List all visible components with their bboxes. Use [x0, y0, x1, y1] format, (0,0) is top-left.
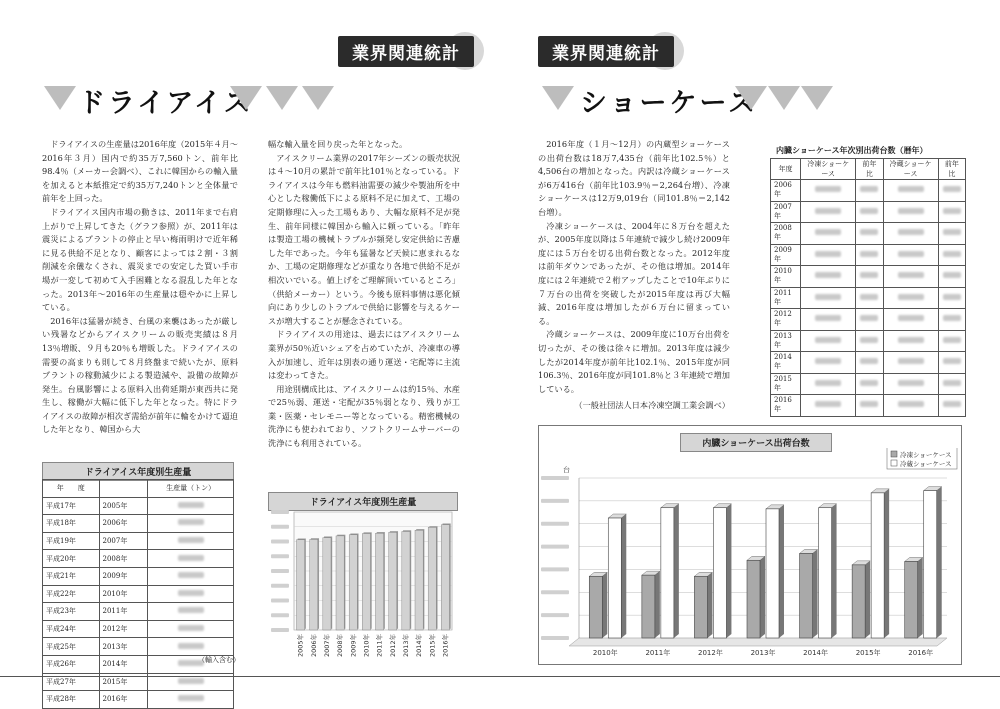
table-cell-redacted [801, 180, 856, 202]
table-cell-redacted [801, 201, 856, 223]
table-cell-redacted [856, 201, 883, 223]
table-header-cell: 冷蔵ショーケース [883, 159, 938, 180]
bar [349, 535, 357, 630]
tick-label-redacted [271, 540, 289, 544]
bar [661, 508, 674, 638]
triangle-decoration [266, 86, 298, 110]
table-header-cell: 冷凍ショーケース [801, 159, 856, 180]
table-row [771, 352, 966, 374]
legend-label: 冷凍ショーケース [900, 451, 952, 459]
table-row [43, 603, 234, 621]
bar [608, 518, 621, 638]
bar [713, 508, 726, 638]
table-cell-heisei: 平成17年 [43, 497, 100, 515]
bar [819, 508, 832, 638]
table-row [771, 309, 966, 331]
x-tick-label: 2007年 [322, 634, 331, 658]
bar [402, 531, 410, 630]
bar-side [655, 571, 660, 638]
table-cell-year: 2006年 [99, 515, 148, 533]
table-cell-heisei: 平成27年 [43, 673, 100, 691]
left-section-label: 業界関連統計 [338, 36, 474, 67]
table-cell-redacted [148, 567, 234, 585]
table-cell-year: 2008年 [99, 550, 148, 568]
left-section-ribbon [338, 32, 484, 70]
table-row [43, 638, 234, 656]
table-cell-redacted [938, 373, 965, 395]
table-cell-redacted [883, 395, 938, 417]
triangle-decoration [44, 86, 76, 110]
table-row [771, 223, 966, 245]
table-header-cell: 前年比 [856, 159, 883, 180]
table-cell-redacted [148, 497, 234, 515]
table-cell-redacted [856, 395, 883, 417]
bar [441, 525, 449, 630]
table-cell-redacted [801, 395, 856, 417]
x-tick-label: 2013年 [401, 634, 410, 658]
table-cell-redacted [801, 309, 856, 331]
x-tick-label: 2015年 [428, 634, 437, 658]
table-cell-year: 2012年 [99, 620, 148, 638]
tick-label-redacted [271, 510, 289, 514]
bar [297, 540, 305, 630]
table-cell-year: 2008年 [771, 223, 801, 245]
table-cell-year: 2005年 [99, 497, 148, 515]
x-tick-label: 2016年 [441, 634, 450, 658]
showcase-shipment-chart [539, 448, 959, 662]
tick-label-redacted [271, 628, 289, 632]
table-cell-redacted [938, 201, 965, 223]
table-cell-redacted [883, 330, 938, 352]
x-tick-label: 2013年 [750, 649, 776, 657]
table-cell-redacted [801, 330, 856, 352]
table-row [43, 532, 234, 550]
bar [589, 576, 602, 638]
tick-label-redacted [271, 569, 289, 573]
table-row [43, 691, 234, 709]
triangle-decoration [302, 86, 334, 110]
tick-label-redacted [271, 554, 289, 558]
bar [415, 530, 423, 630]
article-paragraph: ドライアイスの用途は、過去にはアイスクリーム業界が50％近いシェアを占めていたが、冷凍車の導入が加速し、近年は別表の通り運送・宅配等に主流は変わってきた。 [268, 329, 460, 381]
table-cell-year: 2007年 [771, 201, 801, 223]
article-paragraph: 冷蔵ショーケースは、2009年度に10万台出荷を切ったが、その後は徐々に増加。2013年度は減少したが2014年度が前年比102.1％、2015年度が同106.3％、2016年度が同101.8％と３年連続で増加している。 [538, 329, 730, 394]
page-footer-rule [0, 676, 1000, 677]
table-cell-redacted [801, 244, 856, 266]
article-paragraph: アイスクリーム業界の2017年シーズンの販売状況は４～10月の累計で前年比101％となっている。ドライアイスは今年も燃料油需要の減少や製油所を中心とした稼働低下による原料不足に加えて、工場の定期修理に入った工場もあり、大幅な原料不足が発生、前年同様に韓国から輸入に頼っている。「昨年は製造工場の機械トラブルが頻発し安定供給に苦慮した年であった。今年も猛暑など天候に恵まれるなか、工場の定期修理などが重なり各地で供給不足が相次いでいる。値上げをご理解頂いているところ」（供給メーカー）という。今後も原料事情は悪化傾向にあり少しのトラブルで供給に影響を与えるケースが増大することが懸念されている。 [268, 152, 460, 326]
left-page-title: ドライアイス [78, 88, 254, 119]
bar-side [937, 487, 942, 638]
tick-label-redacted [541, 545, 569, 549]
table-cell-redacted [883, 287, 938, 309]
x-tick-label: 2011年 [645, 649, 671, 657]
table-cell-year: 2015年 [99, 673, 148, 691]
table-cell-heisei: 平成22年 [43, 585, 100, 603]
article-paragraph: 用途別構成比は、アイスクリームは約15％、水産で25％弱、運送・宅配が35％弱となり、残りが工業・医薬・セレモニー等となっている。精密機械の洗浄にも使われており、ソフトクリームサーバーの洗浄にも利用されている。 [268, 383, 460, 449]
table-cell-redacted [856, 373, 883, 395]
bar-side [884, 489, 889, 638]
table-cell-redacted [148, 691, 234, 709]
table-cell-year: 2007年 [99, 532, 148, 550]
x-tick-label: 2011年 [375, 634, 384, 658]
table-cell-redacted [801, 373, 856, 395]
x-tick-label: 2014年 [803, 649, 828, 657]
tick-label-redacted [271, 525, 289, 529]
table-header-row [43, 480, 234, 498]
x-tick-label: 2012年 [388, 634, 397, 658]
tick-label-redacted [541, 613, 569, 617]
tick-label-redacted [271, 584, 289, 588]
x-tick-label: 2009年 [349, 634, 358, 658]
bar-side [674, 504, 679, 638]
table-cell-year: 2014年 [771, 352, 801, 374]
bar-side [760, 556, 765, 638]
bar [389, 532, 397, 630]
table-header-cell: 年 度 [43, 480, 100, 498]
tick-label-redacted [541, 522, 569, 526]
table-cell-year: 2013年 [771, 330, 801, 352]
table-row [771, 395, 966, 417]
bar-side [726, 504, 731, 638]
table-cell-year: 2014年 [99, 655, 148, 673]
bar [747, 560, 760, 638]
bar [694, 576, 707, 638]
tick-label-redacted [541, 567, 569, 571]
bar-side [918, 557, 923, 638]
legend-swatch [891, 451, 897, 457]
table-cell-year: 2006年 [771, 180, 801, 202]
bar [766, 509, 779, 638]
dryice-article-column-2 [268, 138, 460, 451]
table-cell-heisei: 平成21年 [43, 567, 100, 585]
table-cell-heisei: 平成24年 [43, 620, 100, 638]
plot-floor [569, 638, 947, 646]
table-cell-redacted [883, 373, 938, 395]
table-cell-year: 2016年 [771, 395, 801, 417]
table-cell-heisei: 平成25年 [43, 638, 100, 656]
table-row [771, 201, 966, 223]
bar [642, 575, 655, 638]
triangle-decoration [230, 86, 262, 110]
dryice-production-chart [268, 508, 458, 668]
table-cell-redacted [938, 395, 965, 417]
triangle-decoration [735, 86, 767, 110]
table-cell-redacted [938, 287, 965, 309]
x-tick-label: 2010年 [362, 634, 371, 658]
table-row [43, 585, 234, 603]
table-cell-heisei: 平成23年 [43, 603, 100, 621]
table-cell-redacted [883, 223, 938, 245]
bar [905, 561, 918, 638]
table-cell-redacted [148, 585, 234, 603]
table-row [43, 620, 234, 638]
article-paragraph: 冷凍ショーケースは、2004年に８万台を超えたが、2005年度以降は５年連続で減少し続け2009年度には５万台を切る出荷台数となった。2012年度は前年ダウンであったが、その他は増加。2014年度には２年連続で２桁アップしたことで10年ぶりに７万台の出荷を突破したが2015年度は再び大幅減、2016年度は増加したが６万台に留まっている。 [538, 220, 730, 326]
table-cell-redacted [883, 201, 938, 223]
table-header-row [771, 159, 966, 180]
right-page-title: ショーケース [580, 88, 759, 119]
bar [924, 491, 937, 638]
bar [428, 527, 436, 630]
table-header-cell: 年度 [771, 159, 801, 180]
table-cell-redacted [938, 352, 965, 374]
table-cell-year: 2016年 [99, 691, 148, 709]
table-note: （輸入含む） [198, 656, 240, 664]
table-cell-redacted [148, 603, 234, 621]
table-row [43, 567, 234, 585]
showcase-chart-title: 内臓ショーケース出荷台数 [680, 433, 832, 452]
table-cell-redacted [938, 223, 965, 245]
table-cell-redacted [801, 266, 856, 288]
table-cell-redacted [801, 352, 856, 374]
table-cell-redacted [856, 330, 883, 352]
legend-swatch [891, 460, 897, 466]
table-row [43, 515, 234, 533]
bar [310, 539, 318, 630]
x-tick-label: 2014年 [415, 634, 424, 658]
table-cell-year: 2011年 [99, 603, 148, 621]
table-cell-heisei: 平成18年 [43, 515, 100, 533]
table-cell-redacted [883, 266, 938, 288]
table-cell-redacted [148, 550, 234, 568]
table-cell-redacted [938, 266, 965, 288]
table-cell-heisei: 平成20年 [43, 550, 100, 568]
table-cell-heisei: 平成26年 [43, 655, 100, 673]
table-cell-year: 2012年 [771, 309, 801, 331]
bar [323, 538, 331, 630]
table-cell-redacted [148, 638, 234, 656]
table-cell-redacted [856, 287, 883, 309]
x-tick-label: 2016年 [908, 649, 934, 657]
table-cell-redacted [938, 309, 965, 331]
table-cell-redacted [938, 244, 965, 266]
right-section-ribbon [538, 32, 684, 70]
table-row [771, 287, 966, 309]
article-paragraph: 2016年度（１月～12月）の内蔵型ショーケースの出荷台数は18万7,435台（前年比102.5％）と4,506台の増加となった。内訳は冷蔵ショーケースが6万416台（前年比103.9％＝2,264台増）、冷凍ショーケースは12万9,019台（同101.8％＝2,142台増）。 [538, 139, 730, 217]
table-header-cell: 前年比 [938, 159, 965, 180]
x-tick-label: 2012年 [698, 649, 723, 657]
table-row [43, 497, 234, 515]
table-cell-redacted [801, 223, 856, 245]
bar [852, 565, 865, 638]
table-cell-redacted [883, 244, 938, 266]
right-section-label: 業界関連統計 [538, 36, 674, 67]
tick-label-redacted [541, 636, 569, 640]
table-row [43, 550, 234, 568]
table-cell-year: 2013年 [99, 638, 148, 656]
table-header-cell: 生産量（トン） [148, 480, 234, 498]
table-row [771, 266, 966, 288]
bar [376, 533, 384, 630]
tick-label-redacted [541, 590, 569, 594]
table-cell-redacted [148, 620, 234, 638]
triangle-decoration [542, 86, 574, 110]
table-cell-redacted [938, 330, 965, 352]
table-cell-redacted [801, 287, 856, 309]
y-axis-label: 台 [563, 466, 570, 474]
table-cell-redacted [856, 309, 883, 331]
table-row [771, 330, 966, 352]
table-cell-redacted [148, 532, 234, 550]
table-cell-year: 2009年 [99, 567, 148, 585]
table-cell-redacted [883, 180, 938, 202]
table-cell-year: 2011年 [771, 287, 801, 309]
table-cell-redacted [856, 223, 883, 245]
x-tick-label: 2015年 [855, 649, 881, 657]
triangle-decoration [768, 86, 800, 110]
bar-side [813, 549, 818, 638]
x-tick-label: 2006年 [309, 634, 318, 658]
article-paragraph: ドライアイスの生産量は2016年度（2015年４月～2016年３月）国内で約35万7,560トン、前年比98.4％（メーカー会調べ）、これに韓国からの輸入量を加えると本紙推定で約35万7,240トンと全体量で前年を上回った。 [42, 139, 238, 204]
table-cell-redacted [148, 515, 234, 533]
tick-label-redacted [541, 499, 569, 503]
bar-side [865, 561, 870, 638]
tick-label-redacted [271, 613, 289, 617]
bar-side [779, 505, 784, 638]
table-cell-redacted [856, 180, 883, 202]
table-cell-redacted [856, 244, 883, 266]
tick-label-redacted [541, 476, 569, 480]
table-cell-year: 2010年 [771, 266, 801, 288]
article-paragraph: ドライアイス国内市場の動きは、2011年まで右肩上がりで上昇してきた（グラフ参照）が、2011年は震災によるプラントの停止と早い梅雨明けで近年稀に見る供給不足となり、顧客によっては２割・３割削減を余儀なくされ、震災までの安定した買い手市場が一変して初めて入手困難となる混乱した年となった。2013年～2016年の生産量は穏やかに上昇している。 [42, 206, 238, 313]
table-cell-heisei: 平成28年 [43, 691, 100, 709]
bar-side [707, 572, 712, 638]
legend-label: 冷蔵ショーケース [900, 460, 952, 468]
table-cell-redacted [883, 352, 938, 374]
bar [336, 536, 344, 630]
table-row [771, 373, 966, 395]
table-row [771, 180, 966, 202]
table-cell-redacted [856, 266, 883, 288]
bar [362, 534, 370, 630]
bar-side [621, 514, 626, 638]
bar [800, 553, 813, 638]
article-paragraph: 幅な輸入量を回り戻った年となった。 [268, 139, 408, 149]
showcase-shipment-table [770, 158, 966, 417]
table-cell-year: 2009年 [771, 244, 801, 266]
dryice-chart-title: ドライアイス年度別生産量 [268, 492, 458, 511]
table-header-cell [99, 480, 148, 498]
article-paragraph: 2016年は猛暑が続き、台風の来襲はあったが厳しい残暑などからアイスクリームの販売実績は８月13％増販、９月も20％も増販した。ドライアイスの需要の高まりも則して８月終盤まで続いたが、原料プラントの稼動減少による製造減や、設備の故障が発生。台風影響による原料入出荷延期が東西共に発生し、稼働が大幅に低下した年となった。特にドライアイスの故障が相次ぎ需給が前年に輪をかけて逼迫した年となり、韓国から大 [42, 315, 238, 435]
table-cell-heisei: 平成19年 [43, 532, 100, 550]
bar-side [832, 504, 837, 638]
table-cell-redacted [938, 180, 965, 202]
dryice-production-table [42, 479, 234, 709]
triangle-decoration [801, 86, 833, 110]
bar [871, 493, 884, 638]
dryice-article-column-1 [42, 138, 238, 437]
table-cell-year: 2015年 [771, 373, 801, 395]
x-tick-label: 2008年 [336, 634, 345, 658]
dryice-table-title: ドライアイス年度別生産量 [42, 462, 234, 481]
bar-side [602, 572, 607, 638]
x-tick-label: 2010年 [592, 649, 618, 657]
tick-label-redacted [271, 599, 289, 603]
showcase-article-column [538, 138, 730, 413]
x-tick-label: 2005年 [296, 634, 305, 658]
showcase-table-title: 内臓ショーケース年次別出荷台数（暦年） [776, 146, 928, 155]
table-cell-redacted [883, 309, 938, 331]
table-row [771, 244, 966, 266]
table-cell-year: 2010年 [99, 585, 148, 603]
source-note: （一般社団法人日本冷凍空調工業会調べ） [574, 400, 730, 411]
table-cell-redacted [856, 352, 883, 374]
